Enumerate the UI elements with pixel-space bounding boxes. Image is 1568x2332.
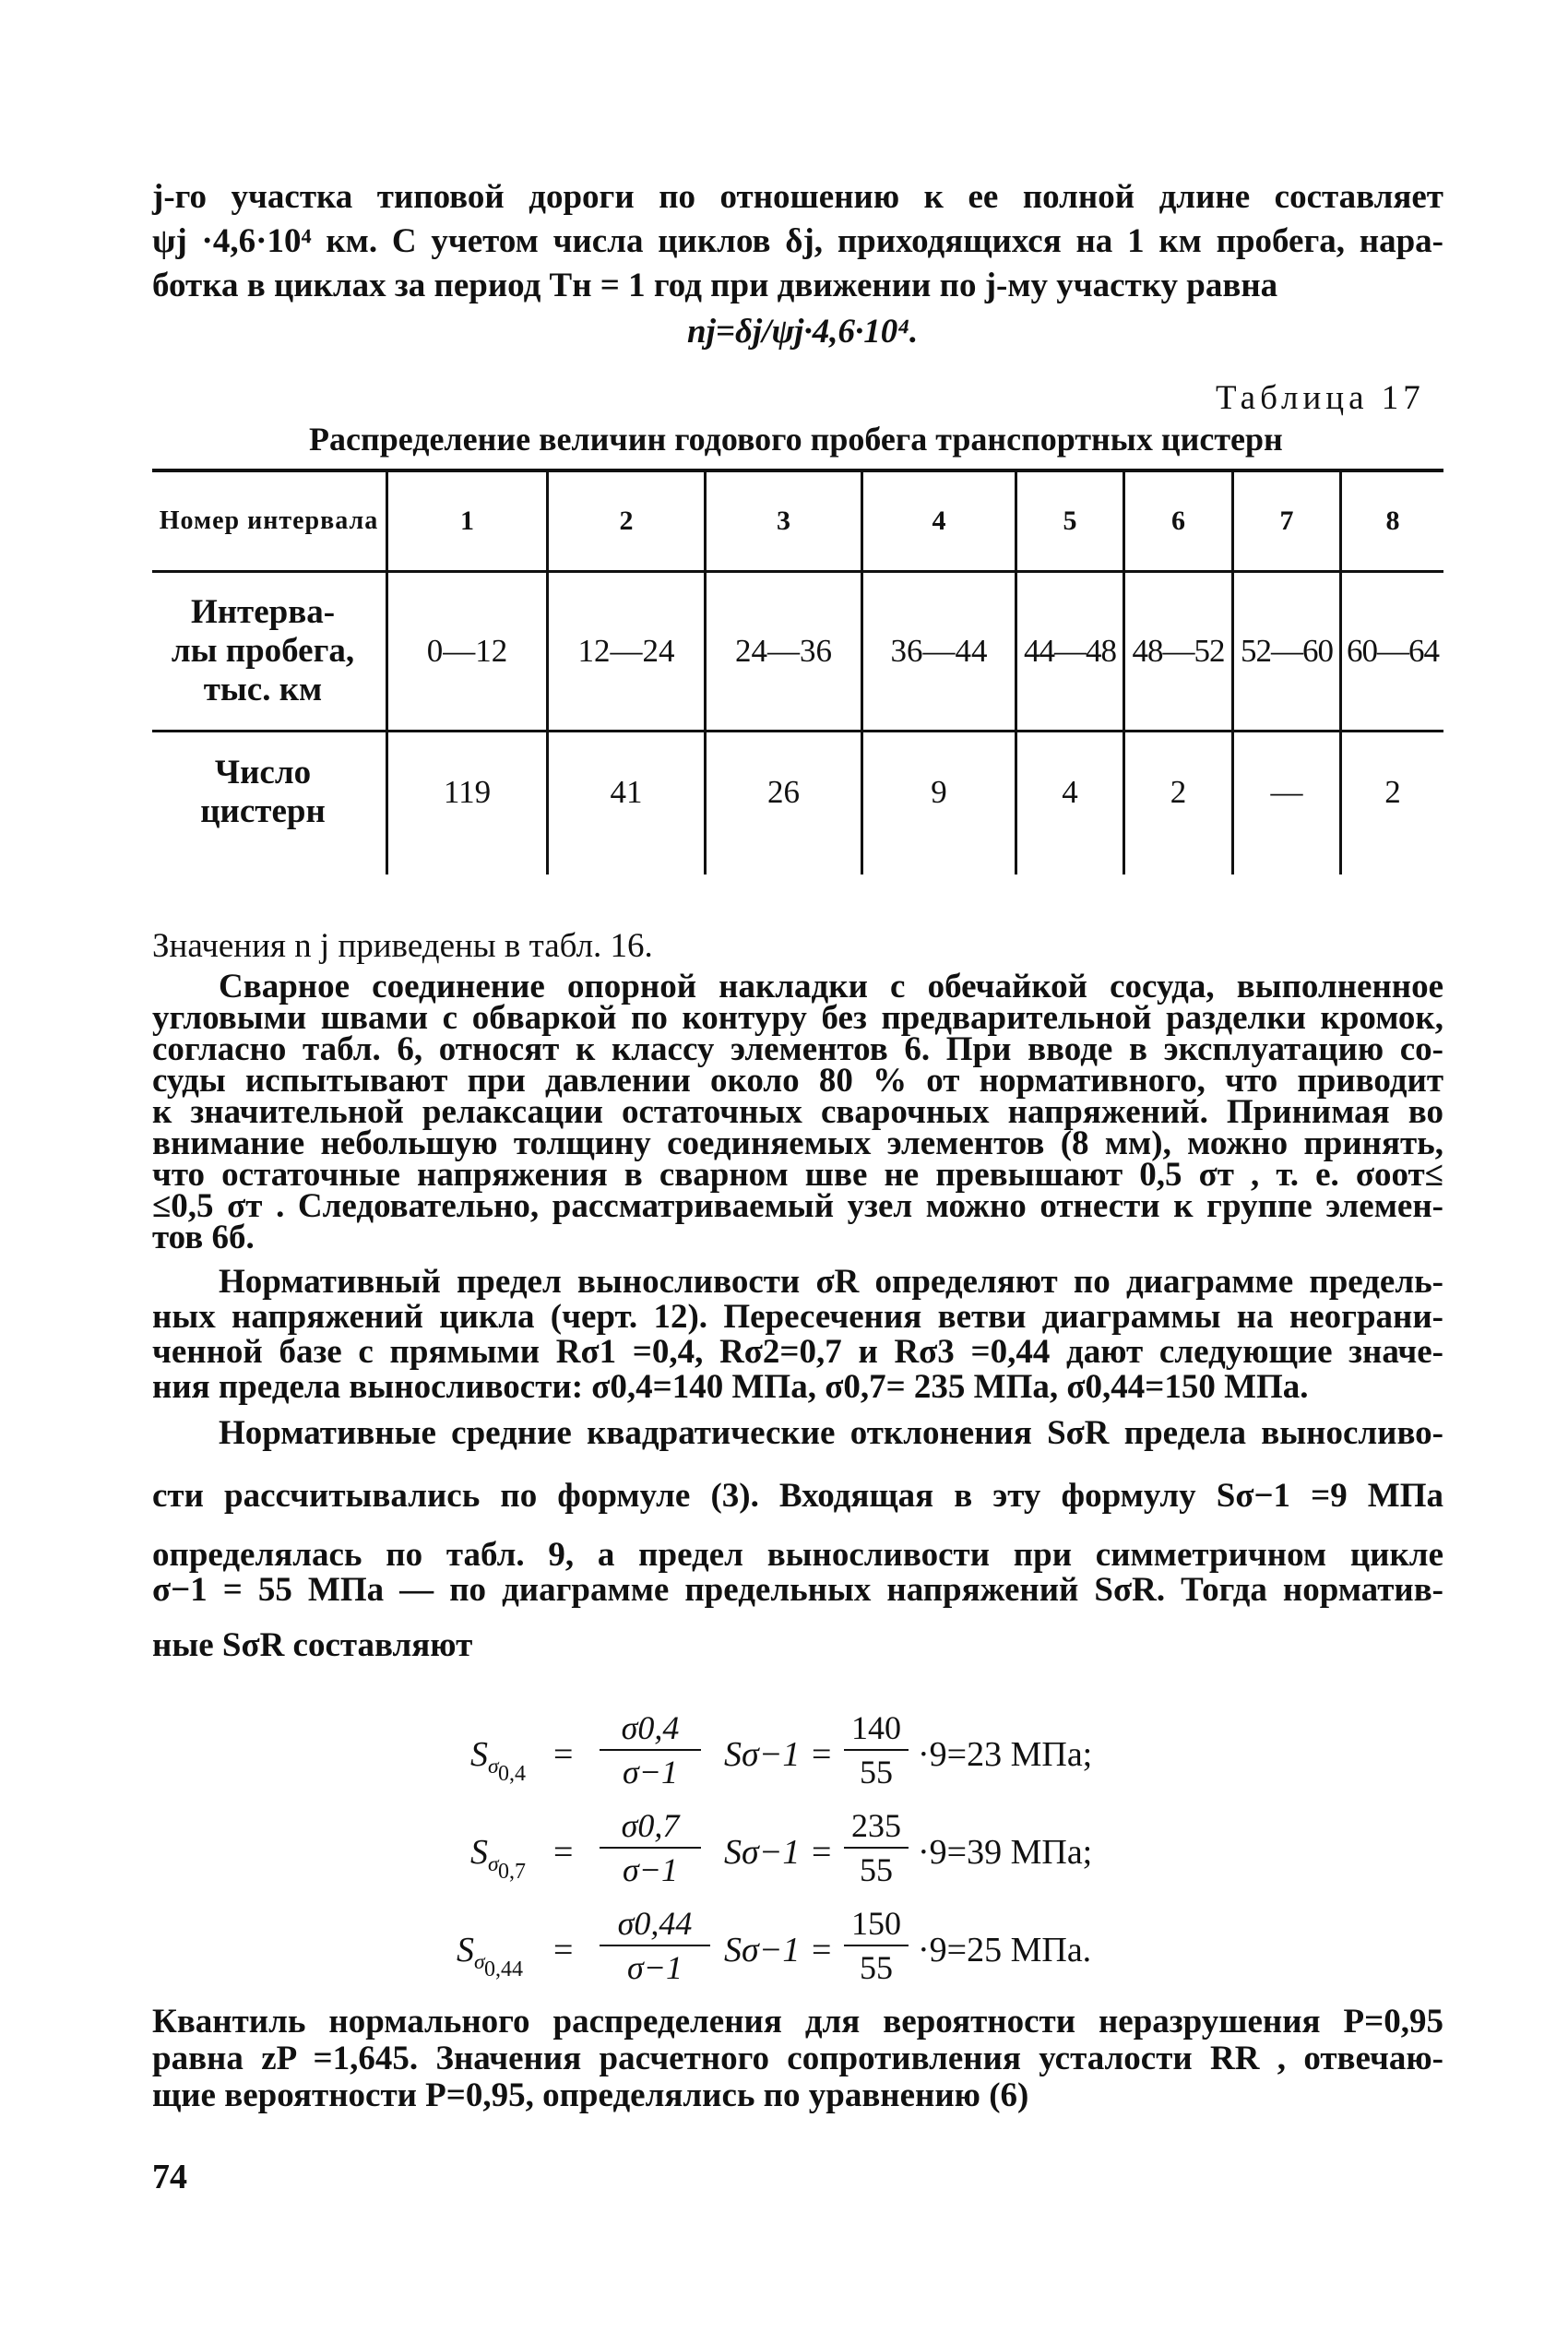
formula-factor: Sσ−1 — [724, 1735, 801, 1774]
interval-number-cell: 3 — [777, 506, 790, 536]
intro-line-2: ψj ·4,6·10⁴ км. С учетом числа циклов δj, приходящихся на 1 км пробега, нара- — [152, 222, 1443, 260]
formula-equals: = — [812, 1735, 832, 1774]
page-number: 74 — [152, 2158, 187, 2196]
interval-number-cell: 7 — [1279, 506, 1294, 536]
formula-fraction — [600, 1708, 701, 1791]
formula-result: ·9=25 МПа. — [918, 1931, 1092, 1969]
paragraph-weld-line: согласно табл. 6, относят к классу элементов 6. При вводе в эксплуатацию со- — [152, 1030, 1443, 1068]
count-cell: 41 — [610, 774, 643, 810]
count-cell: 119 — [443, 774, 492, 810]
formula-denominator: 55 — [860, 1754, 893, 1791]
formula-numerator: 140 — [844, 1708, 909, 1751]
range-cell: 36—44 — [890, 633, 988, 669]
paragraph-weld-line: суды испытывают при давлении около 80 % от нормативного, что приводит — [152, 1062, 1443, 1100]
formula-factor: Sσ−1 — [724, 1833, 801, 1872]
paragraph-limit-line: Нормативный предел выносливости σR определяют по диаграмме предель- — [219, 1263, 1443, 1301]
paragraph-deviation-line: Нормативные средние квадратические отклонения SσR предела выносливо- — [219, 1414, 1443, 1452]
formula-fraction — [844, 1904, 909, 1987]
formula-equals: = — [812, 1931, 832, 1969]
formula-fraction — [600, 1806, 701, 1889]
paragraph-deviation-line: ные SσR составляют — [152, 1626, 473, 1664]
formula-equals: = — [553, 1931, 574, 1969]
formula-denominator: σ−1 — [626, 1949, 683, 1986]
paragraph-deviation-line: σ−1 = 55 МПа — по диаграмме предельных напряжений SσR. Тогда норматив- — [152, 1571, 1443, 1609]
paragraph-weld-line: ≤0,5 σт . Следовательно, рассматриваемый узел можно отнести к группе элемен- — [152, 1187, 1443, 1225]
count-cell: — — [1270, 774, 1303, 810]
count-cell: 2 — [1384, 774, 1401, 810]
range-cell: 12—24 — [577, 633, 675, 669]
intro-formula: nj=δj/ψj·4,6·10⁴. — [687, 313, 919, 351]
count-cell: 26 — [767, 774, 800, 810]
paragraph-limit-line: ния предела выносливости: σ0,4=140 МПа, σ0,7= 235 МПа, σ0,44=150 МПа. — [152, 1368, 1309, 1406]
formula-lhs-sub: 0,7 — [498, 1860, 526, 1884]
formula-equals: = — [553, 1735, 574, 1774]
formula-factor: Sσ−1 — [724, 1931, 801, 1969]
range-cell: 48—52 — [1132, 633, 1225, 669]
formula-lhs: $S_\sigma$ — [457, 1931, 485, 1975]
range-cell: 60—64 — [1347, 633, 1439, 669]
paragraph-weld-line: угловыми швами с обваркой по контуру без предварительной разделки кромок, — [152, 999, 1443, 1037]
formula-numerator: 150 — [844, 1904, 909, 1946]
range-cell: 52—60 — [1241, 633, 1333, 669]
row-label-counts: Число цистерн — [200, 754, 326, 830]
formula-denominator: σ−1 — [622, 1754, 679, 1791]
formula-denominator: σ−1 — [622, 1851, 679, 1888]
formula-numerator: σ0,7 — [600, 1806, 701, 1849]
paragraph-quantile-line: щие вероятности P=0,95, определялись по уравнению (6) — [152, 2076, 1029, 2114]
formula-numerator: 235 — [844, 1806, 909, 1849]
paragraph-weld-line: что остаточные напряжения в сварном шве не превышают 0,5 σт , т. е. σоот≤ — [152, 1156, 1443, 1194]
interval-number-cell: 5 — [1063, 506, 1077, 536]
formula-result: ·9=23 МПа; — [918, 1735, 1093, 1774]
range-cell: 0—12 — [426, 633, 508, 669]
row-label-ranges: Интерва-лы пробега, тыс. км — [171, 593, 355, 708]
formula-result: ·9=39 МПа; — [918, 1833, 1093, 1872]
interval-number-cell: 1 — [460, 506, 474, 536]
formula-fraction — [844, 1806, 909, 1889]
formula-lhs-sub: 0,44 — [484, 1957, 523, 1981]
intro-line-3: ботка в циклах за период Tн = 1 год при движении по j-му участку равна — [152, 267, 1278, 304]
formula-equals: = — [553, 1833, 574, 1872]
intro-line-1: j-го участка типовой дороги по отношению к ее полной длине составляет — [152, 178, 1443, 216]
paragraph-limit-line: ных напряжений цикла (черт. 12). Пересечения ветви диаграммы на неограни- — [152, 1298, 1443, 1336]
interval-number-cell: 2 — [619, 506, 634, 536]
formula-fraction — [600, 1904, 710, 1987]
table-title: Распределение величин годового пробега транспортных цистерн — [309, 421, 1283, 458]
range-cell: 24—36 — [735, 633, 832, 669]
formula-lhs: $S_\sigma$ — [470, 1833, 499, 1877]
formula-denominator: 55 — [860, 1851, 893, 1888]
interval-number-cell: 4 — [932, 506, 946, 536]
formula-equals: = — [812, 1833, 832, 1872]
paragraph-quantile-line: равна zP =1,645. Значения расчетного сопротивления усталости RR , отвечаю- — [152, 2040, 1443, 2077]
formula-fraction — [844, 1708, 909, 1791]
paragraph-quantile-line: Квантиль нормального распределения для вероятности неразрушения P=0,95 — [152, 2003, 1443, 2040]
paragraph-limit-line: ченной базе с прямыми Rσ1 =0,4, Rσ2=0,7 и Rσ3 =0,44 дают следующие значе- — [152, 1333, 1443, 1371]
paragraph-values-ref: Значения n j приведены в табл. 16. — [152, 927, 653, 965]
formula-lhs: $S_\sigma$ — [470, 1735, 499, 1779]
mileage-table — [152, 469, 1443, 874]
paragraph-weld-line: тов 6б. — [152, 1219, 255, 1256]
paragraph-deviation-line: сти рассчитывались по формуле (3). Входящая в эту формулу Sσ−1 =9 МПа — [152, 1477, 1443, 1515]
count-cell: 4 — [1062, 774, 1078, 810]
table-label: Таблица 17 — [1216, 379, 1425, 417]
formula-numerator: σ0,4 — [600, 1708, 701, 1751]
header-label-cell: Номер интервала — [159, 506, 379, 535]
paragraph-weld-line: внимание небольшую толщину соединяемых элементов (8 мм), можно принять, — [152, 1124, 1443, 1162]
count-cell: 2 — [1170, 774, 1187, 810]
range-cell: 44—48 — [1024, 633, 1116, 669]
formula-lhs-sub: 0,4 — [498, 1762, 526, 1786]
interval-number-cell: 6 — [1171, 506, 1185, 536]
paragraph-deviation-line: определялась по табл. 9, а предел выносливости при симметричном цикле — [152, 1536, 1443, 1574]
formula-numerator: σ0,44 — [600, 1904, 710, 1946]
paragraph-weld-line: Сварное соединение опорной накладки с обечайкой сосуда, выполненное — [219, 968, 1443, 1005]
formula-denominator: 55 — [860, 1949, 893, 1986]
paragraph-weld-line: к значительной релаксации остаточных сварочных напряжений. Принимая во — [152, 1093, 1443, 1131]
interval-number-cell: 8 — [1385, 506, 1400, 536]
count-cell: 9 — [931, 774, 947, 810]
